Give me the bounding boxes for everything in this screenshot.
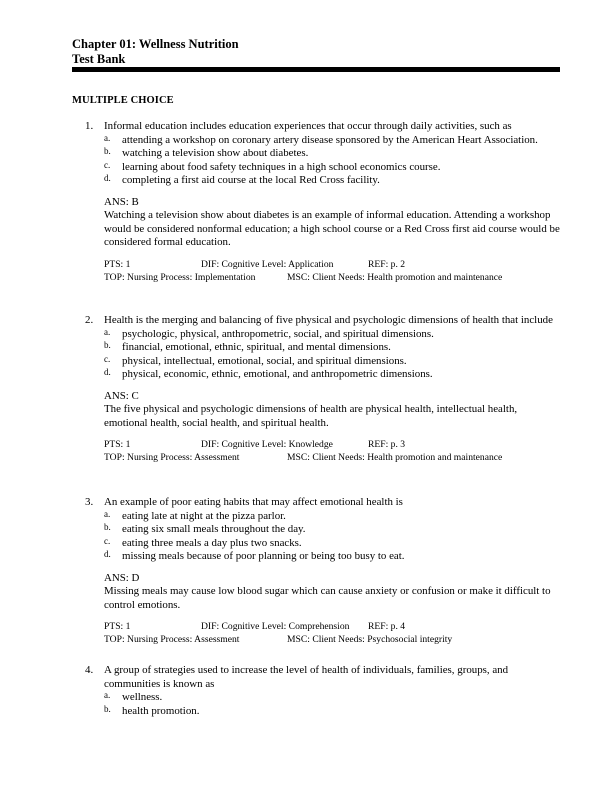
question-text: A group of strategies used to increase the level of health of individuals, families, groups, and communities is known as: [104, 664, 509, 690]
answer-key: ANS: C: [104, 389, 139, 402]
option-b: [72, 341, 560, 355]
option-letter: d.: [104, 367, 111, 377]
option-a: [72, 510, 560, 524]
reference: REF: p. 4: [368, 621, 406, 632]
question-metadata: [72, 620, 560, 646]
difficulty: DIF: Cognitive Level: Application: [201, 258, 334, 270]
rationale: Watching a television show about diabetes is an example of informal education. Attending a workshop would be considered nonformal education; a high school course or a Red Cross first aid course would be considered formal education.: [104, 209, 560, 248]
client-needs: MSC: Client Needs: Health promotion and maintenance: [287, 452, 503, 463]
client-needs: MSC: Client Needs: Psychosocial integrity: [287, 634, 453, 645]
option-text: watching a television show about diabetes.: [122, 147, 309, 159]
topic: TOP: Nursing Process: Assessment: [104, 634, 240, 645]
question-stem: [72, 120, 560, 134]
option-text: physical, economic, ethnic, emotional, and anthropometric dimensions.: [122, 368, 433, 380]
points: PTS: 1: [104, 621, 131, 632]
option-text: physical, intellectual, emotional, social, and spiritual dimensions.: [122, 354, 407, 367]
page-header: [72, 37, 239, 67]
option-c: [72, 537, 560, 551]
question-stem: [72, 664, 560, 691]
option-letter: d.: [104, 549, 111, 559]
topic: TOP: Nursing Process: Assessment: [104, 452, 240, 463]
points: PTS: 1: [104, 258, 131, 270]
question-number: 2.: [85, 314, 94, 326]
question-text: An example of poor eating habits that may affect emotional health is: [104, 496, 403, 508]
reference: REF: p. 2: [368, 258, 406, 270]
option-letter: a.: [104, 690, 111, 700]
option-text: health promotion.: [122, 704, 200, 717]
option-d: [72, 368, 560, 382]
option-letter: a.: [104, 326, 111, 337]
option-text: learning about food safety techniques in a high school economics course.: [122, 160, 441, 173]
option-letter: b.: [104, 340, 111, 350]
option-b: [72, 705, 560, 719]
option-letter: d.: [104, 173, 111, 183]
option-d: [72, 174, 560, 188]
question-1: [72, 120, 560, 284]
option-a: [72, 691, 560, 705]
question-metadata: [72, 438, 560, 464]
option-b: [72, 523, 560, 537]
option-a: [72, 134, 560, 148]
topic: TOP: Nursing Process: Implementation: [104, 271, 256, 283]
question-number: 4.: [85, 664, 94, 676]
option-text: missing meals because of poor planning or being too busy to eat.: [122, 550, 405, 562]
question-metadata: [72, 258, 560, 284]
header-rule: [72, 67, 560, 72]
answer-key: ANS: B: [104, 195, 139, 208]
option-c: [72, 161, 560, 175]
option-b: [72, 147, 560, 161]
question-text: Informal education includes education experiences that occur through daily activities, such as: [104, 120, 512, 132]
option-text: psychologic, physical, anthropometric, social, and spiritual dimensions.: [122, 327, 434, 340]
option-text: eating three meals a day plus two snacks.: [122, 536, 302, 549]
option-d: [72, 550, 560, 564]
reference: REF: p. 3: [368, 439, 406, 450]
option-letter: c.: [104, 159, 111, 170]
answer-key: ANS: D: [104, 571, 140, 584]
option-letter: c.: [104, 535, 111, 546]
client-needs: MSC: Client Needs: Health promotion and maintenance: [287, 271, 503, 283]
option-letter: a.: [104, 132, 111, 143]
rationale: The five physical and psychologic dimensions of health are physical health, intellectual health, emotional health, social health, and spiritual health.: [104, 403, 518, 429]
option-c: [72, 355, 560, 369]
chapter-subtitle: Test Bank: [72, 52, 126, 66]
question-stem: [72, 496, 560, 510]
rationale: Missing meals may cause low blood sugar which can cause anxiety or confusion or make it difficult to control emotions.: [104, 585, 551, 611]
option-a: [72, 328, 560, 342]
question-number: 3.: [85, 496, 94, 508]
option-text: financial, emotional, ethnic, spiritual, and mental dimensions.: [122, 341, 391, 353]
option-text: completing a first aid course at the local Red Cross facility.: [122, 174, 380, 186]
option-letter: b.: [104, 703, 111, 714]
option-letter: b.: [104, 522, 111, 532]
section-heading: MULTIPLE CHOICE: [72, 95, 174, 106]
option-text: eating six small meals throughout the day.: [122, 523, 306, 535]
question-4: [72, 664, 560, 718]
chapter-title: Chapter 01: Wellness Nutrition: [72, 37, 239, 51]
option-text: eating late at night at the pizza parlor.: [122, 509, 286, 522]
option-letter: a.: [104, 508, 111, 519]
points: PTS: 1: [104, 439, 131, 450]
question-3: [72, 496, 560, 646]
question-2: [72, 314, 560, 464]
option-letter: b.: [104, 146, 111, 156]
option-text: wellness.: [122, 691, 163, 703]
option-letter: c.: [104, 353, 111, 364]
question-number: 1.: [85, 120, 94, 132]
difficulty: DIF: Cognitive Level: Knowledge: [201, 439, 333, 450]
question-stem: [72, 314, 560, 328]
option-text: attending a workshop on coronary artery disease sponsored by the American Heart Association.: [122, 133, 538, 146]
question-text: Health is the merging and balancing of five physical and psychologic dimensions of health that include: [104, 314, 553, 326]
difficulty: DIF: Cognitive Level: Comprehension: [201, 621, 350, 632]
